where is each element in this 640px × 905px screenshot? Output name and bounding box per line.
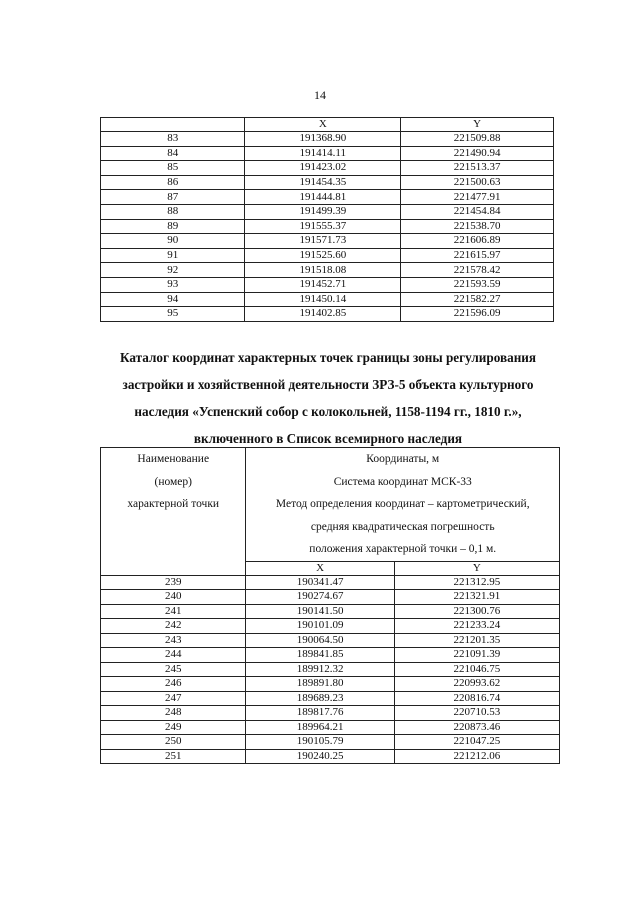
x-coordinate-cell: 189689.23: [246, 691, 394, 706]
y-coordinate-cell: 221500.63: [401, 175, 554, 190]
point-number-cell: 239: [101, 575, 246, 590]
coordinates-table-2: [100, 447, 560, 764]
header-text: положения характерной точки – 0,1 м.: [309, 543, 497, 555]
header-cell-y: Y: [394, 561, 559, 575]
header-text: характерной точки: [127, 498, 220, 510]
header-cell-y: Y: [401, 118, 554, 132]
point-number-cell: 242: [101, 619, 246, 634]
point-number-cell: 245: [101, 662, 246, 677]
y-coordinate-cell: 221454.84: [401, 204, 554, 219]
x-coordinate-cell: 191454.35: [245, 175, 401, 190]
y-coordinate-cell: 221091.39: [394, 648, 559, 663]
table-row: [101, 662, 560, 677]
section-title-line: наследия «Успенский собор с колокольней, 1158-1194 гг., 1810 г.»,: [134, 404, 522, 419]
header-text: Координаты, м: [366, 453, 440, 465]
table-row: [101, 146, 554, 161]
header-cell-point-name: [101, 448, 246, 576]
point-number-cell: 244: [101, 648, 246, 663]
header-text: средняя квадратическая погрешность: [310, 520, 495, 533]
y-coordinate-cell: 221321.91: [394, 590, 559, 605]
x-coordinate-cell: 191555.37: [245, 219, 401, 234]
y-coordinate-cell: 221606.89: [401, 234, 554, 249]
header-cell-coordinates: [246, 448, 560, 562]
table-header-row: [101, 118, 554, 132]
table-row: [101, 590, 560, 605]
table-row: [101, 263, 554, 278]
x-coordinate-cell: 190240.25: [246, 749, 394, 764]
table-row: [101, 749, 560, 764]
point-number-cell: 93: [101, 277, 245, 292]
y-coordinate-cell: 220710.53: [394, 706, 559, 721]
x-coordinate-cell: 191499.39: [245, 204, 401, 219]
point-number-cell: 88: [101, 204, 245, 219]
y-coordinate-cell: 221233.24: [394, 619, 559, 634]
point-number-cell: 249: [101, 720, 246, 735]
table-row: [101, 307, 554, 322]
x-coordinate-cell: 191450.14: [245, 292, 401, 307]
x-coordinate-cell: 191414.11: [245, 146, 401, 161]
x-coordinate-cell: 189964.21: [246, 720, 394, 735]
point-number-cell: 85: [101, 161, 245, 176]
y-coordinate-cell: 221578.42: [401, 263, 554, 278]
x-coordinate-cell: 191571.73: [245, 234, 401, 249]
x-coordinate-cell: 189912.32: [246, 662, 394, 677]
y-coordinate-cell: 221513.37: [401, 161, 554, 176]
section-title-line: включенного в Список всемирного наследия: [193, 431, 463, 446]
header-cell-x: X: [246, 561, 394, 575]
table-row: [101, 234, 554, 249]
point-number-cell: 241: [101, 604, 246, 619]
table-row: [101, 204, 554, 219]
point-number-cell: 243: [101, 633, 246, 648]
x-coordinate-cell: 189817.76: [246, 706, 394, 721]
table-row: [101, 633, 560, 648]
y-coordinate-cell: 221593.59: [401, 277, 554, 292]
x-coordinate-cell: 191444.81: [245, 190, 401, 205]
y-coordinate-cell: 221596.09: [401, 307, 554, 322]
x-coordinate-cell: 191518.08: [245, 263, 401, 278]
y-coordinate-cell: 221047.25: [394, 735, 559, 750]
point-number-cell: 84: [101, 146, 245, 161]
table-row: [101, 619, 560, 634]
x-coordinate-cell: 191402.85: [245, 307, 401, 322]
y-coordinate-cell: 220816.74: [394, 691, 559, 706]
header-text: (номер): [154, 475, 192, 488]
point-number-cell: 89: [101, 219, 245, 234]
point-number-cell: 94: [101, 292, 245, 307]
section-title-line: застройки и хозяйственной деятельности ЗРЗ-5 объекта культурного: [122, 377, 534, 392]
x-coordinate-cell: 190274.67: [246, 590, 394, 605]
table-row: [101, 175, 554, 190]
y-coordinate-cell: 221615.97: [401, 248, 554, 263]
x-coordinate-cell: 190341.47: [246, 575, 394, 590]
y-coordinate-cell: 221201.35: [394, 633, 559, 648]
y-coordinate-cell: 221046.75: [394, 662, 559, 677]
table-row: [101, 648, 560, 663]
header-text: Система координат МСК-33: [333, 475, 472, 488]
header-text: Наименование: [137, 453, 210, 465]
point-number-cell: 250: [101, 735, 246, 750]
point-number-cell: 251: [101, 749, 246, 764]
point-number-cell: 92: [101, 263, 245, 278]
x-coordinate-cell: 191525.60: [245, 248, 401, 263]
x-coordinate-cell: 190101.09: [246, 619, 394, 634]
section-title-line: Каталог координат характерных точек границы зоны регулирования: [119, 350, 537, 365]
header-cell-x: X: [245, 118, 401, 132]
x-coordinate-cell: 191423.02: [245, 161, 401, 176]
point-number-cell: 86: [101, 175, 245, 190]
coordinates-table-1: [100, 117, 554, 322]
y-coordinate-cell: 221509.88: [401, 132, 554, 147]
y-coordinate-cell: 220873.46: [394, 720, 559, 735]
header-cell-number: [101, 118, 245, 132]
x-coordinate-cell: 190105.79: [246, 735, 394, 750]
table-row: [101, 190, 554, 205]
table-row: [101, 604, 560, 619]
x-coordinate-cell: 189891.80: [246, 677, 394, 692]
x-coordinate-cell: 190064.50: [246, 633, 394, 648]
point-number-cell: 90: [101, 234, 245, 249]
table-row: [101, 677, 560, 692]
point-number-cell: 83: [101, 132, 245, 147]
y-coordinate-cell: 221477.91: [401, 190, 554, 205]
x-coordinate-cell: 191368.90: [245, 132, 401, 147]
header-text: Метод определения координат – картометрический,: [275, 498, 530, 510]
table-row: [101, 277, 554, 292]
table-row: [101, 706, 560, 721]
table-row: [101, 248, 554, 263]
point-number-cell: 247: [101, 691, 246, 706]
y-coordinate-cell: 221538.70: [401, 219, 554, 234]
table-row: [101, 132, 554, 147]
y-coordinate-cell: 221300.76: [394, 604, 559, 619]
table-row: [101, 292, 554, 307]
table-row: [101, 219, 554, 234]
table-row: [101, 735, 560, 750]
y-coordinate-cell: 221582.27: [401, 292, 554, 307]
table-row: [101, 720, 560, 735]
point-number-cell: 87: [101, 190, 245, 205]
y-coordinate-cell: 220993.62: [394, 677, 559, 692]
page-number: 14: [314, 88, 326, 102]
table-row: [101, 161, 554, 176]
y-coordinate-cell: 221312.95: [394, 575, 559, 590]
point-number-cell: 91: [101, 248, 245, 263]
y-coordinate-cell: 221212.06: [394, 749, 559, 764]
x-coordinate-cell: 189841.85: [246, 648, 394, 663]
point-number-cell: 95: [101, 307, 245, 322]
table-row: [101, 575, 560, 590]
point-number-cell: 240: [101, 590, 246, 605]
point-number-cell: 246: [101, 677, 246, 692]
section-title: [90, 344, 566, 452]
table-header-row: [101, 448, 560, 562]
point-number-cell: 248: [101, 706, 246, 721]
x-coordinate-cell: 191452.71: [245, 277, 401, 292]
table-row: [101, 691, 560, 706]
y-coordinate-cell: 221490.94: [401, 146, 554, 161]
x-coordinate-cell: 190141.50: [246, 604, 394, 619]
